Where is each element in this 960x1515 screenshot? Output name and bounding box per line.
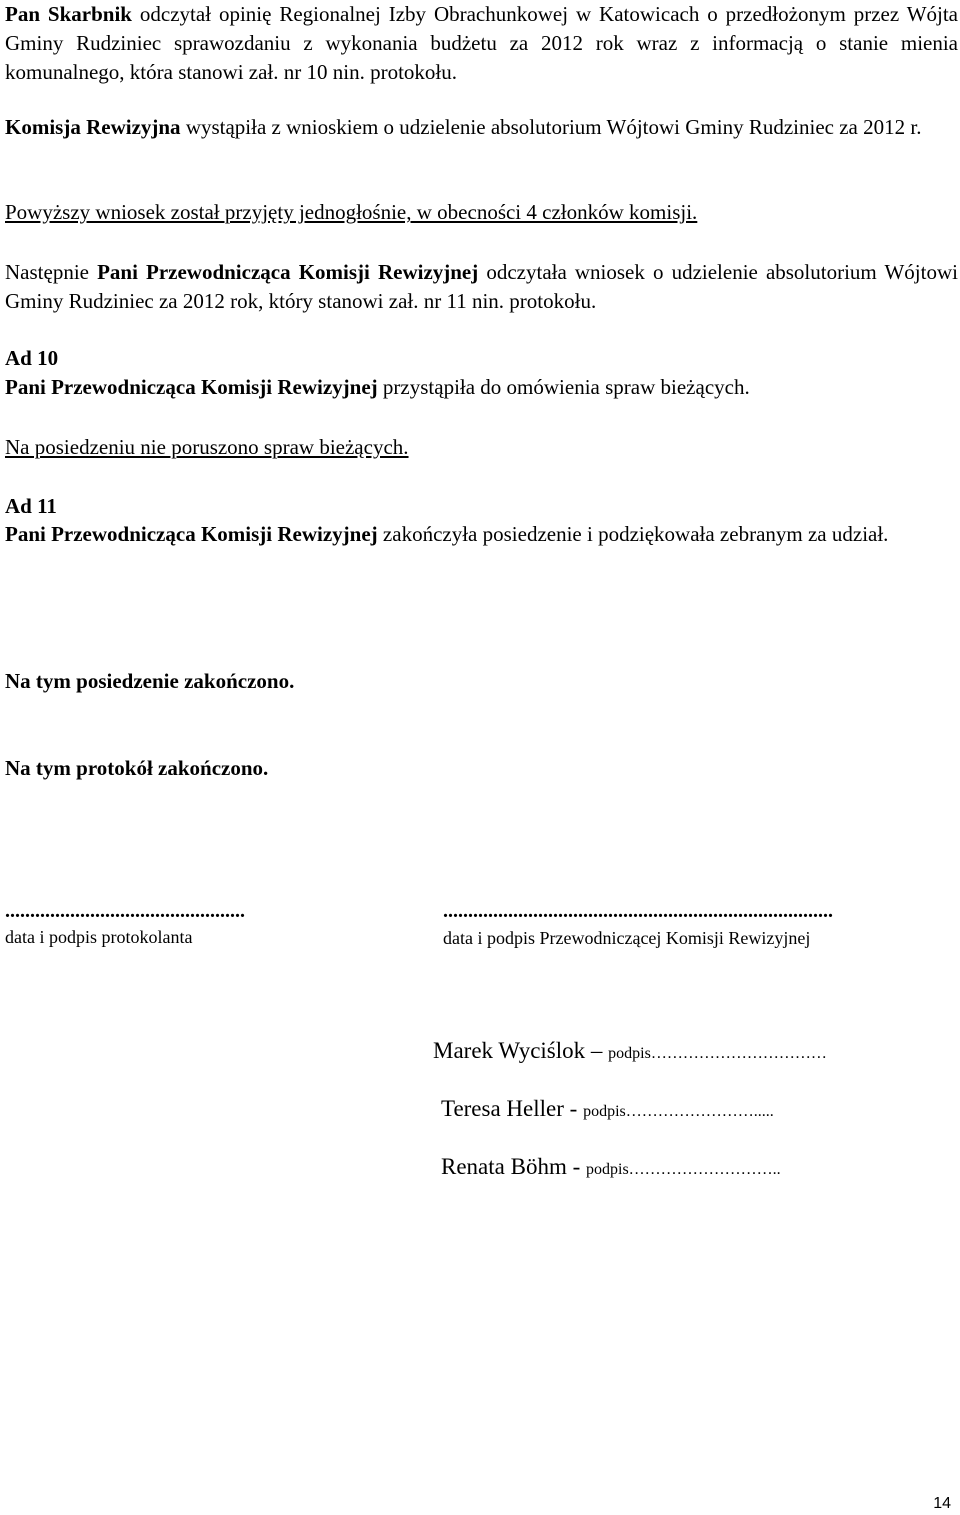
paragraph-skarbnik — [5, 0, 958, 87]
signature-line-right: .............................................................................. — [443, 900, 833, 922]
member-name: Teresa Heller - — [441, 1096, 578, 1121]
member-sign-label: podpis…………………………… — [608, 1045, 827, 1062]
speaker-name: Komisja Rewizyjna — [5, 115, 181, 139]
member-sign-label: podpis……………………….. — [586, 1161, 781, 1178]
paragraph-vote — [5, 198, 697, 227]
member-signature — [433, 1038, 827, 1064]
signature-line-left: ................................................ — [5, 900, 245, 922]
member-name: Renata Böhm - — [441, 1154, 581, 1179]
member-name: Marek Wyciślok – — [433, 1038, 603, 1063]
member-signature — [441, 1154, 781, 1180]
speaker-name: Pani Przewodnicząca Komisji Rewizyjnej — [5, 522, 378, 546]
speaker-name: Pani Przewodnicząca Komisji Rewizyjnej — [5, 375, 378, 399]
speaker-name: Pan Skarbnik — [5, 2, 132, 26]
member-signature — [441, 1096, 774, 1122]
signature-caption-left: data i podpis protokolanta — [5, 927, 193, 947]
ad11-heading: Ad 11 — [5, 494, 57, 518]
speaker-name: Pani Przewodnicząca Komisji Rewizyjnej — [97, 260, 479, 284]
paragraph-text: odczytała wniosek o udzielenie absolutorium Wójtowi Gminy Rudziniec za 2012 rok, który stanowi zał. nr 11 nin. protokołu. — [5, 260, 958, 313]
paragraph-text: przystąpiła do omówienia spraw bieżących. — [377, 375, 750, 399]
closing-protocol: Na tym protokół zakończono. — [5, 756, 269, 780]
ad11-paragraph — [5, 520, 958, 549]
paragraph-text-prefix: Następnie — [5, 260, 98, 284]
paragraph-text: wystąpiła z wnioskiem o udzielenie absolutorium Wójtowi Gminy Rudziniec za 2012 r. — [180, 115, 922, 139]
signature-caption-right: data i podpis Przewodniczącej Komisji Rewizyjnej — [443, 928, 811, 948]
paragraph-text: odczytał opinię Regionalnej Izby Obrachunkowej w Katowicach o przedłożonym przez Wójta Gminy Rudziniec sprawozdaniu z wykonania budżetu za 2012 rok wraz z informacją o stanie mienia komunalnego, która stanowi zał. nr 10 nin. protokołu. — [5, 2, 958, 84]
member-sign-label: podpis……………………..... — [583, 1103, 774, 1120]
paragraph-nastepnie — [5, 258, 958, 316]
paragraph-text: zakończyła posiedzenie i podziękowała zebranym za udział. — [377, 522, 889, 546]
paragraph-text: Powyższy wniosek został przyjęty jednogłośnie, w obecności 4 członków komisji. — [5, 200, 698, 224]
ad10-paragraph — [5, 373, 750, 402]
paragraph-komisja — [5, 113, 958, 142]
closing-meeting: Na tym posiedzenie zakończono. — [5, 669, 295, 693]
ad10-heading: Ad 10 — [5, 346, 59, 370]
ad10-note: Na posiedzeniu nie poruszono spraw bieżących. — [5, 435, 409, 459]
page-number: 14 — [933, 1495, 951, 1512]
